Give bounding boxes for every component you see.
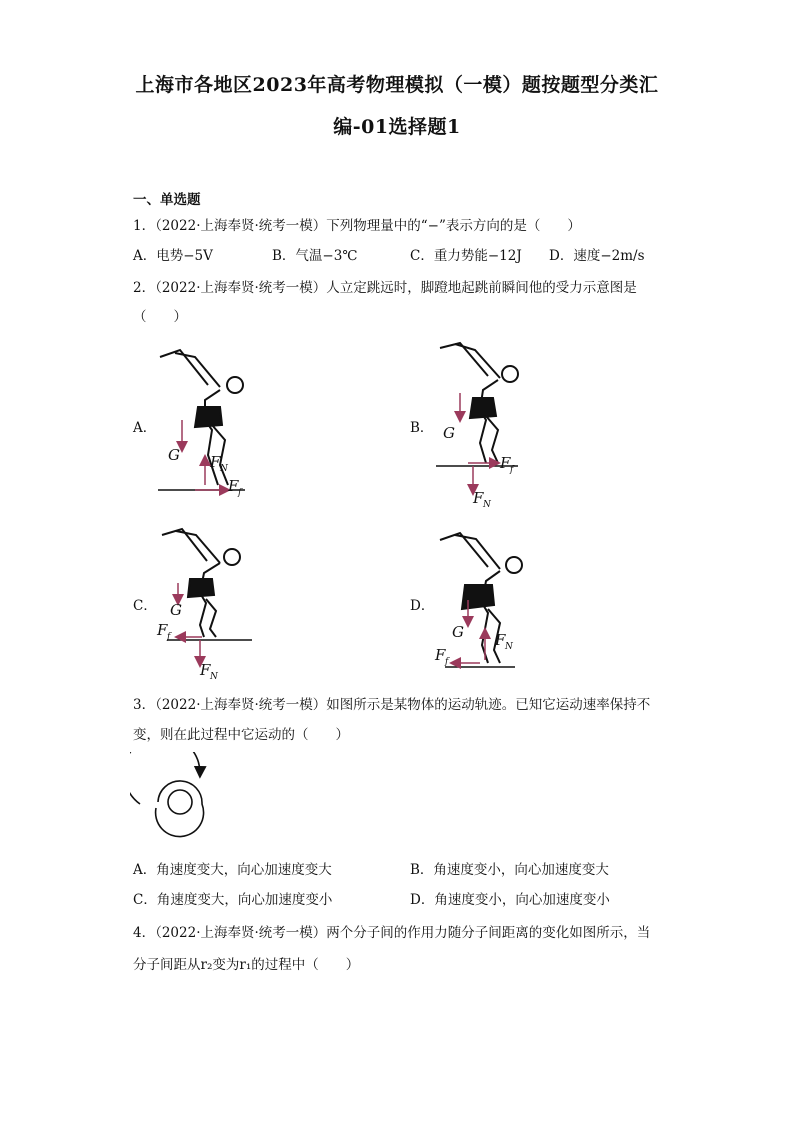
section-heading: 一、单选题 [133,192,201,208]
gravity-label: G [443,424,455,442]
jumper-figure-icon [160,350,243,485]
q1-option-a[interactable]: A．电势−5V [133,248,213,264]
normal-force-label: F [200,661,211,679]
gravity-label: G [452,623,464,641]
q1-option-c[interactable]: C．重力势能−12J [410,248,522,264]
normal-force-label: F [495,631,506,649]
q3-option-c[interactable]: C．角速度变大，向心加速度变小 [133,892,333,908]
q1-option-b[interactable]: B．气温−3℃ [272,248,358,264]
q2-figure-b[interactable] [428,338,538,513]
friction-label: F [500,454,511,472]
q3-spiral-figure [130,752,230,852]
page-title-line1: 上海市各地区2023年高考物理模拟（一模）题按题型分类汇 [135,74,659,96]
q1-option-d[interactable]: D．速度−2m/s [549,248,645,264]
normal-force-label: F [210,453,221,471]
friction-sub: f [445,657,449,667]
gravity-label: G [170,601,182,619]
q2-option-c-label[interactable]: C． [133,598,157,614]
normal-force-sub: N [483,500,491,510]
q3-option-a[interactable]: A．角速度变大，向心加速度变大 [133,862,332,878]
normal-force-sub: N [210,672,218,682]
friction-label: F [157,621,168,639]
q3-option-d[interactable]: D．角速度变小，向心加速度变小 [410,892,610,908]
spiral-trajectory-icon [130,752,204,837]
q2-option-a-label[interactable]: A． [133,420,157,436]
jumper-figure-icon [440,343,518,463]
normal-force-label: F [473,489,484,507]
friction-label: F [435,646,446,664]
normal-force-sub: N [220,464,228,474]
q2-stem-line1: 2．（2022·上海奉贤·统考一模）人立定跳远时，脚蹬地起跳前瞬间他的受力示意图是 [133,280,637,296]
q4-stem-line2: 分子间距从r₂变为r₁的过程中（ ） [133,957,360,973]
page-title-line2: 编-01选择题1 [333,116,461,138]
jumper-figure-icon [162,529,240,637]
q2-option-d-label[interactable]: D． [410,598,435,614]
friction-label: F [228,477,239,495]
q4-stem-line1: 4．（2022·上海奉贤·统考一模）两个分子间的作用力随分子间距离的变化如图所示，当 [133,925,651,941]
q1-stem: 1．（2022·上海奉贤·统考一模）下列物理量中的“−”表示方向的是（ ） [133,218,581,234]
gravity-label: G [168,446,180,464]
q2-stem-line2: （ ） [133,309,187,325]
q3-stem-line1: 3．（2022·上海奉贤·统考一模）如图所示是某物体的运动轨迹。已知它运动速率保持不 [133,697,651,713]
q3-stem-line2: 变，则在此过程中它运动的（ ） [133,727,349,743]
q2-option-b-label[interactable]: B． [410,420,434,436]
friction-sub: f [167,632,171,642]
q2-figure-d[interactable] [430,525,540,685]
q3-option-b[interactable]: B．角速度变小，向心加速度变大 [410,862,609,878]
normal-force-sub: N [505,642,513,652]
q2-figure-a[interactable] [150,345,260,505]
friction-sub: f [238,488,242,498]
q2-figure-c[interactable] [152,525,262,685]
friction-sub: f [510,465,514,475]
